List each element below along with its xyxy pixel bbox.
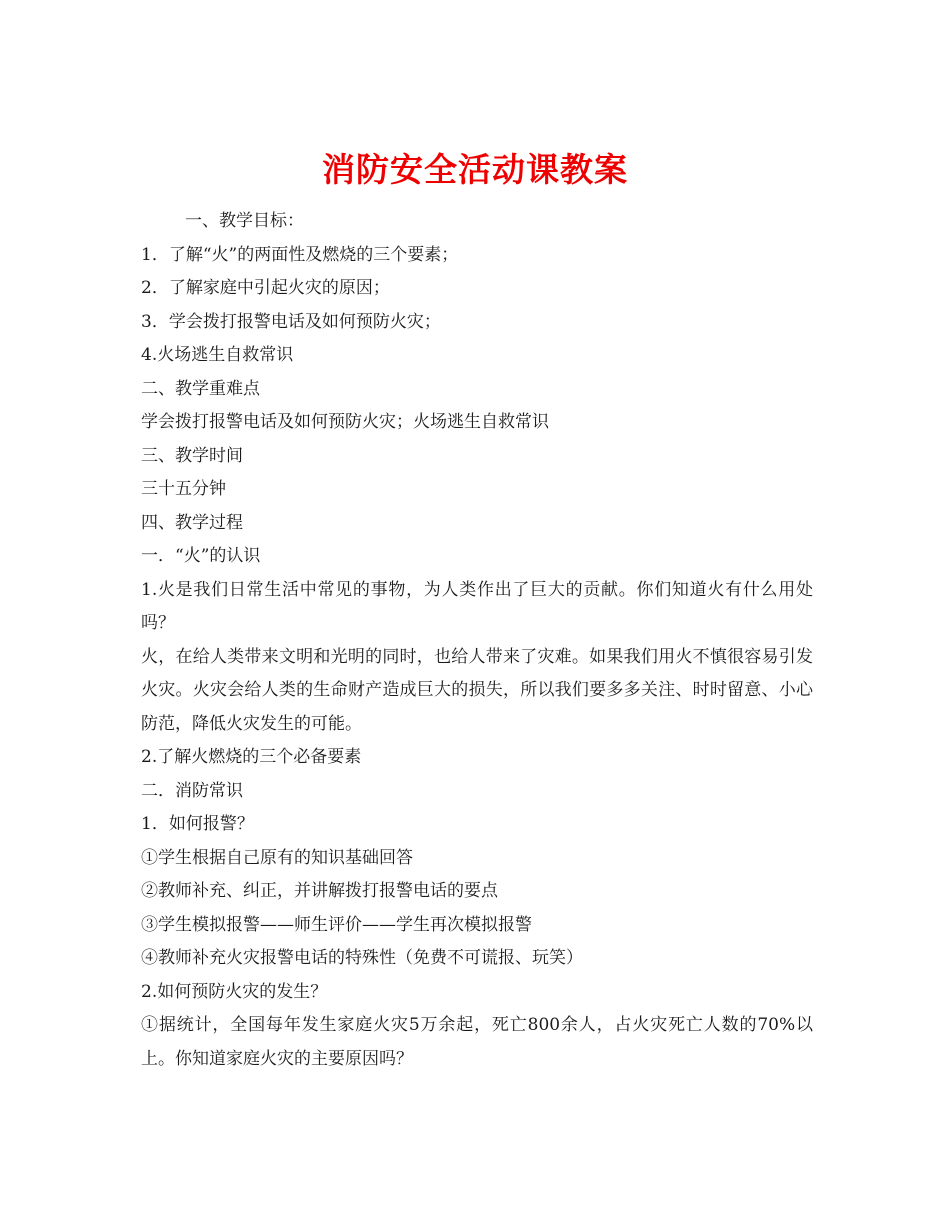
list-item: ①据统计，全国每年发生家庭火灾5万余起，死亡800余人，占火灾死亡人数的70%以上。你知道家庭火灾的主要原因吗？: [141, 1015, 813, 1069]
objective-item: 1．了解“火”的两面性及燃烧的三个要素；: [141, 244, 459, 265]
subsection-heading-fire: 一．“火”的认识: [141, 546, 261, 566]
section-heading-objectives: 一、教学目标：: [185, 211, 304, 231]
section-heading-time: 三、教学时间: [141, 445, 243, 466]
objective-item: 3．学会拨打报警电话及如何预防火灾；: [141, 311, 441, 332]
list-item: ③学生模拟报警——师生评价——学生再次模拟报警: [141, 914, 532, 935]
objective-item: 4.火场逃生自救常识: [141, 345, 294, 365]
list-item: ①学生根据自己原有的知识基础回答: [141, 847, 413, 868]
list-heading: 2.如何预防火灾的发生？: [141, 981, 328, 1002]
list-heading: 1．如何报警？: [141, 814, 254, 834]
time-text: 三十五分钟: [141, 479, 226, 499]
paragraph: 火，在给人类带来文明和光明的同时，也给人带来了灾难。如果我们用火不慎很容易引发火灾。火灾会给人类的生命财产造成巨大的损失，所以我们要多多关注、时时留意、小心防范，降低火灾发生的可能。: [141, 646, 813, 734]
section-heading-process: 四、教学过程: [141, 512, 243, 533]
document-title: 消防安全活动课教案: [322, 150, 628, 190]
section-heading-key-points: 二、教学重难点: [141, 378, 260, 399]
key-points-text: 学会拨打报警电话及如何预防火灾；火场逃生自救常识: [141, 412, 549, 432]
paragraph: 1.火是我们日常生活中常见的事物，为人类作出了巨大的贡献。你们知道火有什么用处吗？: [141, 579, 813, 633]
list-item: ②教师补充、纠正，并讲解拨打报警电话的要点: [141, 881, 498, 901]
objective-item: 2．了解家庭中引起火灾的原因；: [141, 278, 390, 298]
paragraph: 2.了解火燃烧的三个必备要素: [141, 747, 362, 767]
list-item: ④教师补充火灾报警电话的特殊性（免费不可谎报、玩笑）: [141, 948, 583, 968]
subsection-heading-fire-safety: 二．消防常识: [141, 780, 243, 801]
document-body: [141, 205, 813, 1076]
